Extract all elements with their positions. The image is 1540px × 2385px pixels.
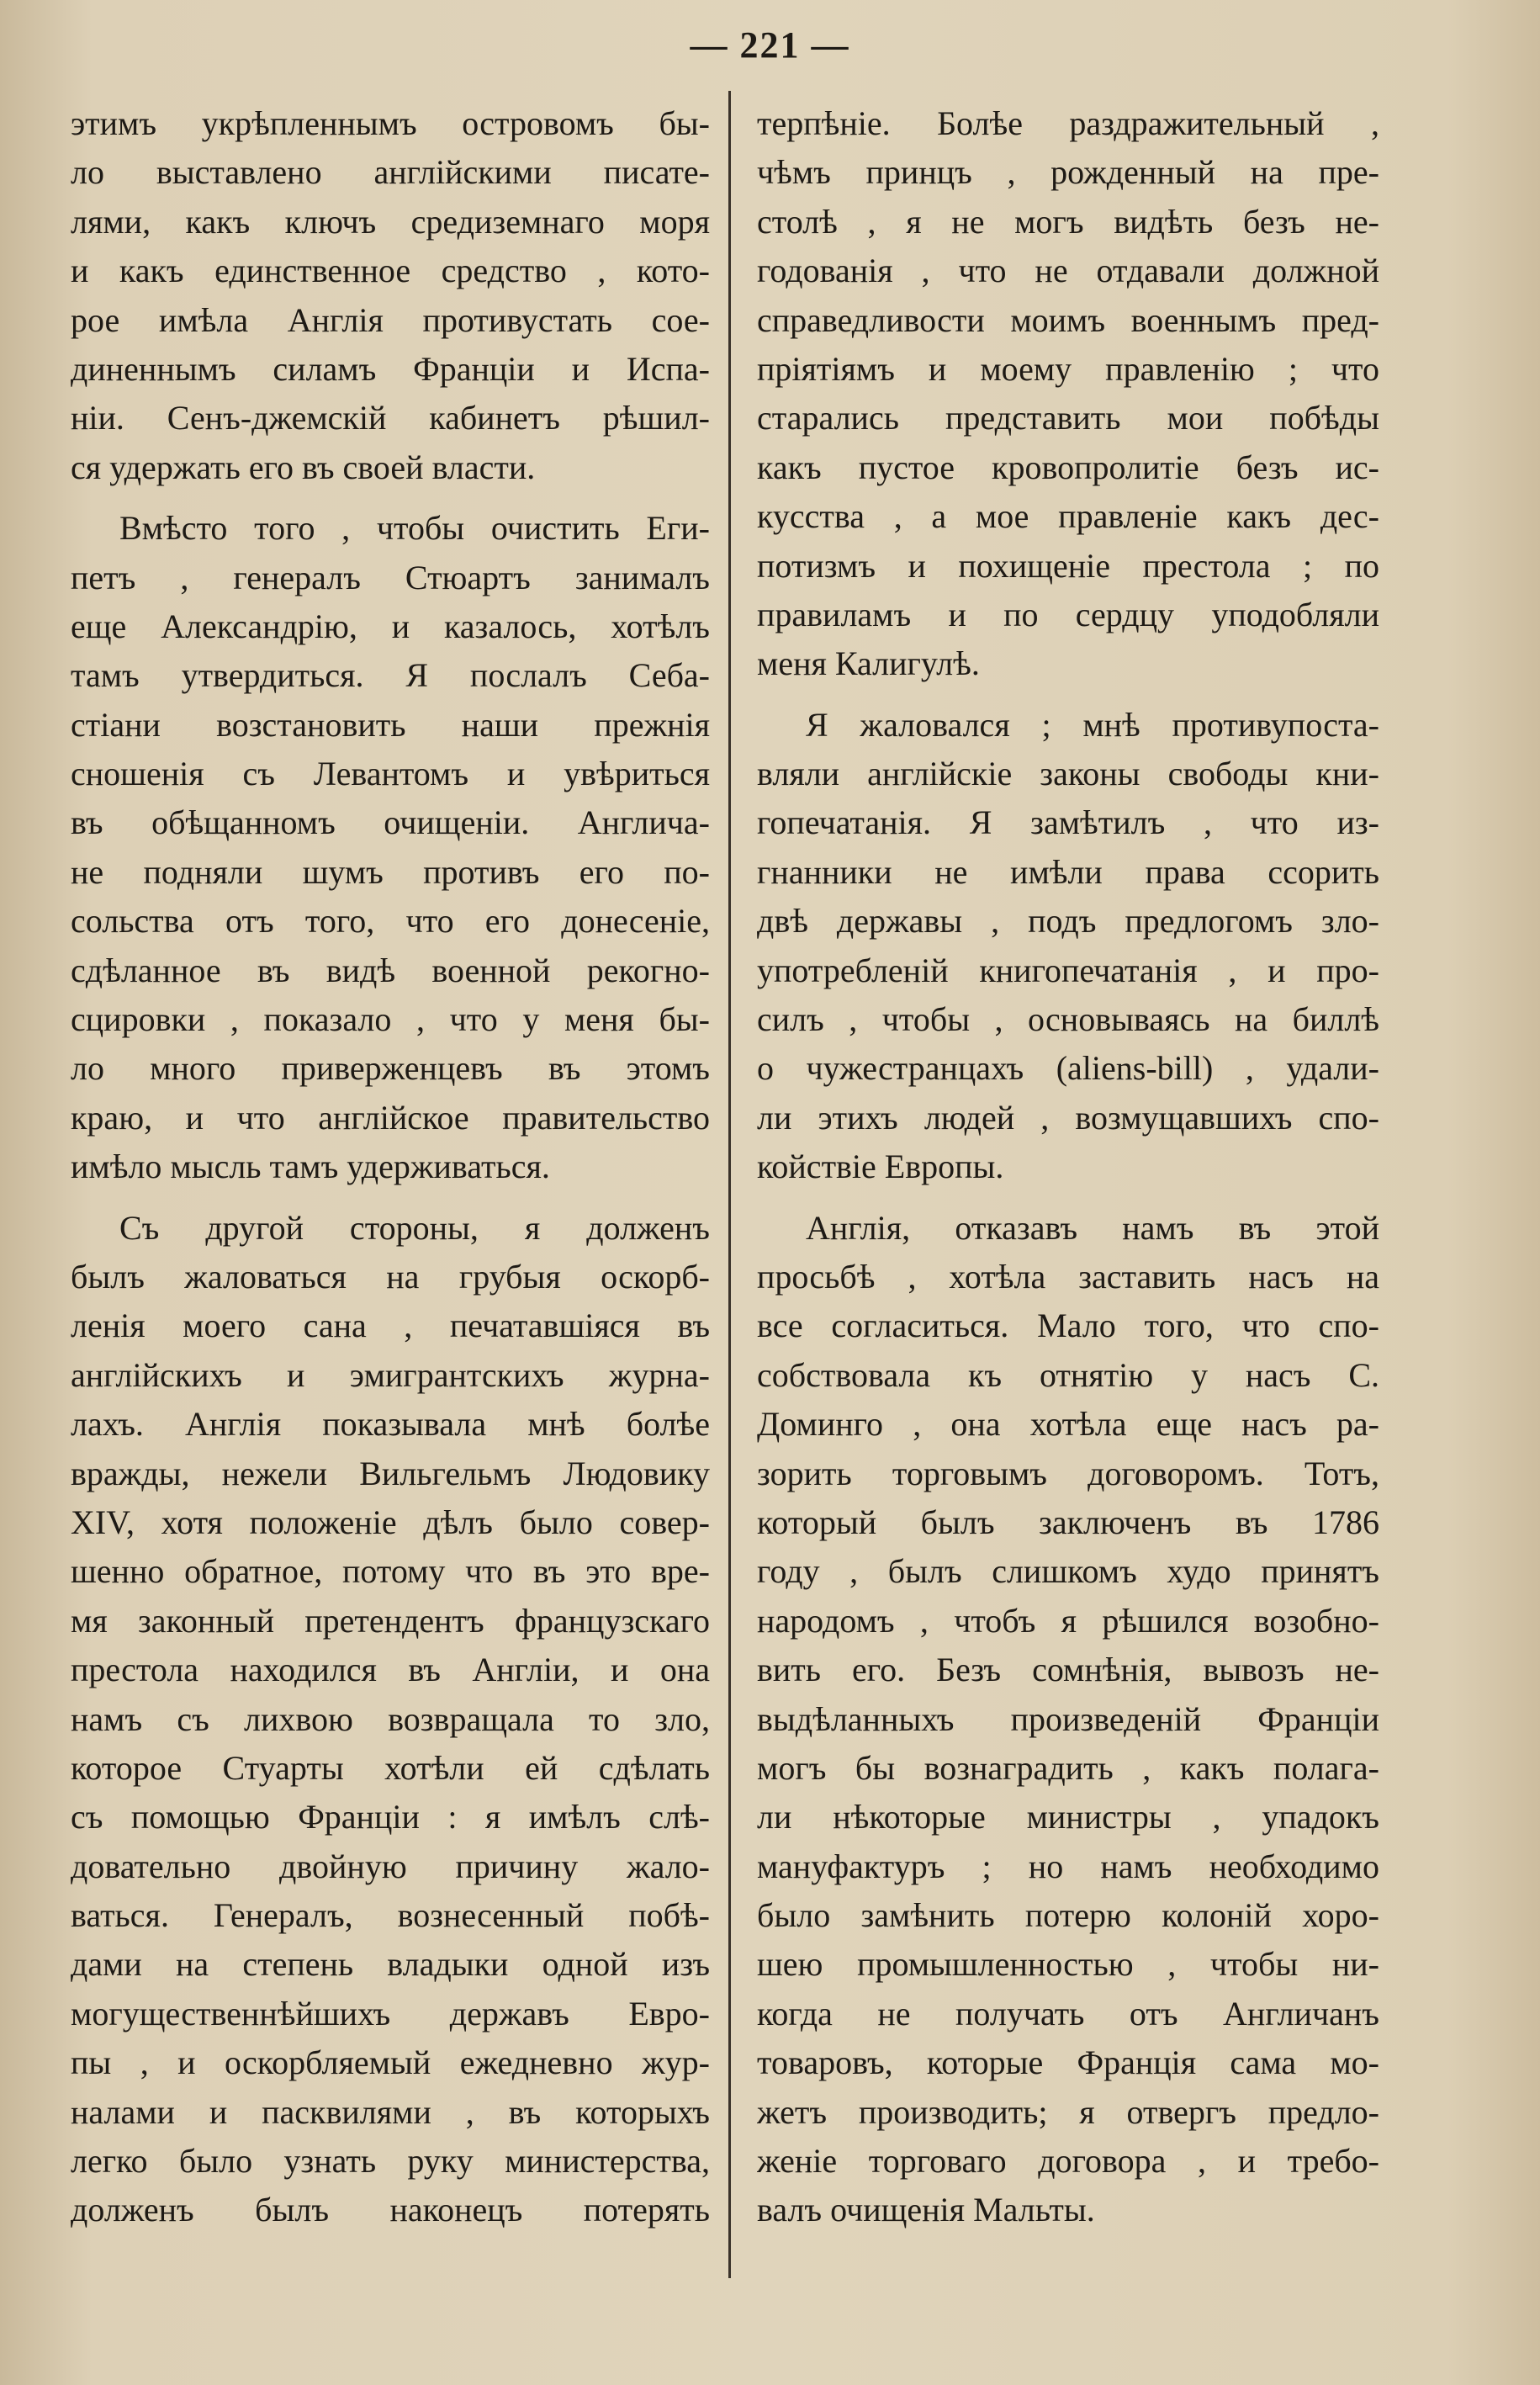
text-line: пы , и оскорбляемый ежедневно жур- [71,2043,710,2082]
text-line: диненнымъ силамъ Франціи и Испа- [71,349,710,388]
text-line: вить его. Безъ сомнѣнія, вывозъ не- [757,1651,1379,1689]
text-line: было замѣнить потерю колоній хоро- [757,1896,1379,1935]
text-line: койствіе Европы. [757,1147,1004,1186]
text-line: мя законный претендентъ французскаго [71,1601,710,1640]
text-line: собствовала къ отнятію у насъ С. [757,1355,1379,1394]
text-line: могъ бы вознаградить , какъ полага- [757,1748,1379,1787]
text-line: мануфактуръ ; но намъ необходимо [757,1847,1379,1885]
text-line: еще Александрію, и казалось, хотѣлъ [71,607,710,645]
text-line: съ помощью Франціи : я имѣлъ слѣ- [71,1798,710,1836]
text-line: выдѣланныхъ произведеній Франціи [757,1699,1379,1738]
column-divider [728,91,731,2278]
text-line: валъ очищенія Мальты. [757,2191,1095,2229]
text-line: этимъ укрѣпленнымъ островомъ бы- [71,104,710,142]
text-line: и какъ единственное средство , кото- [71,252,710,290]
text-line: силъ , чтобы , основываясь на биллѣ [757,1000,1379,1039]
text-line: въ обѣщанномъ очищеніи. Англича- [71,803,710,842]
text-line: какъ пустое кровопролитіе безъ ис- [757,448,1379,486]
text-line: столѣ , я не могъ видѣть безъ не- [757,202,1379,241]
text-line: тамъ утвердиться. Я послалъ Себа- [71,656,710,695]
text-line: когда не получать отъ Англичанъ [757,1994,1379,2033]
text-line: намъ съ лихвою возвращала то зло, [71,1699,710,1738]
text-line: терпѣніе. Болѣе раздражительный , [757,104,1379,142]
text-line: могущественнѣйшихъ державъ Евро- [71,1994,710,2033]
text-line: вражды, нежели Вильгельмъ Людовику [71,1454,710,1492]
text-line: все согласиться. Мало того, что спо- [757,1306,1379,1345]
text-line: Я жаловался ; мнѣ противупоста- [806,705,1379,744]
text-line: лями, какъ ключъ средиземнаго моря [71,202,710,241]
text-line: сцировки , показало , что у меня бы- [71,1000,710,1039]
text-line: Съ другой стороны, я долженъ [119,1208,710,1247]
text-line: имѣло мысль тамъ удерживаться. [71,1147,550,1186]
text-line: престола находился въ Англіи, и она [71,1651,710,1689]
text-line: году , былъ слишкомъ худо принятъ [757,1552,1379,1591]
text-line: петъ , генералъ Стюартъ занималъ [71,558,710,596]
text-line: сношенія съ Левантомъ и увѣриться [71,755,710,793]
text-line: товаровъ, которые Франція сама мо- [757,2043,1379,2082]
text-line: гопечатанія. Я замѣтилъ , что из- [757,803,1379,842]
text-line: гнанники не имѣли права ссорить [757,852,1379,891]
text-line: дами на степень владыки одной изъ [71,1945,710,1984]
text-line: ло выставлено англійскими писате- [71,153,710,192]
paragraph-gap [71,1192,710,1204]
text-line: ли нѣкоторые министры , упадокъ [757,1798,1379,1836]
right-column [757,99,1379,2235]
text-line: которое Стуарты хотѣли ей сдѣлать [71,1748,710,1787]
paragraph-gap [757,1192,1379,1204]
text-line: двѣ державы , подъ предлогомъ зло- [757,902,1379,941]
text-line: правиламъ и по сердцу уподобляли [757,595,1379,633]
text-line: просьбѣ , хотѣла заставить насъ на [757,1257,1379,1296]
text-line: англійскихъ и эмигрантскихъ журна- [71,1355,710,1394]
text-line: кусства , а мое правленіе какъ дес- [757,497,1379,536]
text-line: XIV, хотя положеніе дѣлъ было совер- [71,1503,710,1541]
text-line: женіе торговаго договора , и требо- [757,2142,1379,2181]
text-line: ніи. Сенъ-джемскій кабинетъ рѣшил- [71,399,710,437]
text-line: сольства отъ того, что его донесеніе, [71,902,710,941]
text-line: годованія , что не отдавали должной [757,252,1379,290]
paragraph-gap [71,492,710,504]
text-line: пріятіямъ и моему правленію ; что [757,349,1379,388]
text-line: не подняли шумъ противъ его по- [71,852,710,891]
text-line: довательно двойную причину жало- [71,1847,710,1885]
text-line: меня Калигулѣ. [757,644,980,683]
text-line: чѣмъ принцъ , рожденный на пре- [757,153,1379,192]
text-line: употребленій книгопечатанія , и про- [757,951,1379,989]
paragraph-gap [757,689,1379,701]
text-line: ли этихъ людей , возмущавшихъ спо- [757,1098,1379,1137]
text-line: рое имѣла Англія противустать сое- [71,300,710,339]
text-line: стіани возстановить наши прежнія [71,705,710,744]
text-line: вляли англійскіе законы свободы кни- [757,755,1379,793]
text-line: былъ жаловаться на грубыя оскорб- [71,1257,710,1296]
text-line: ло много приверженцевъ въ этомъ [71,1049,710,1088]
text-line: сдѣланное въ видѣ военной рекогно- [71,951,710,989]
text-line: старались представить мои побѣды [757,399,1379,437]
text-line: который былъ заключенъ въ 1786 [757,1503,1379,1541]
text-line: о чужестранцахъ (aliens-bill) , удали- [757,1049,1379,1088]
text-line: Вмѣсто того , чтобы очистить Еги- [119,509,710,548]
text-line: шенно обратное, потому что въ это вре- [71,1552,710,1591]
text-line: краю, и что англійское правительство [71,1098,710,1137]
text-line: легко было узнать руку министерства, [71,2142,710,2181]
text-line: ваться. Генералъ, вознесенный побѣ- [71,1896,710,1935]
text-line: налами и пасквилями , въ которыхъ [71,2092,710,2131]
text-line: справедливости моимъ военнымъ пред- [757,300,1379,339]
text-line: лахъ. Англія показывала мнѣ болѣе [71,1405,710,1444]
text-line: шею промышленностью , чтобы ни- [757,1945,1379,1984]
text-line: Доминго , она хотѣла еще насъ ра- [757,1405,1379,1444]
text-line: жетъ производить; я отвергъ предло- [757,2092,1379,2131]
text-line: ленія моего сана , печатавшіяся въ [71,1306,710,1345]
text-line: Англія, отказавъ намъ въ этой [806,1208,1379,1247]
text-line: потизмъ и похищеніе престола ; по [757,546,1379,585]
text-line: народомъ , чтобъ я рѣшился возобно- [757,1601,1379,1640]
text-line: долженъ былъ наконецъ потерять [71,2191,710,2229]
page-number: — 221 — [690,24,850,66]
text-line: ся удержать его въ своей власти. [71,448,536,486]
text-line: зорить торговымъ договоромъ. Тотъ, [757,1454,1379,1492]
left-column [71,99,710,2235]
